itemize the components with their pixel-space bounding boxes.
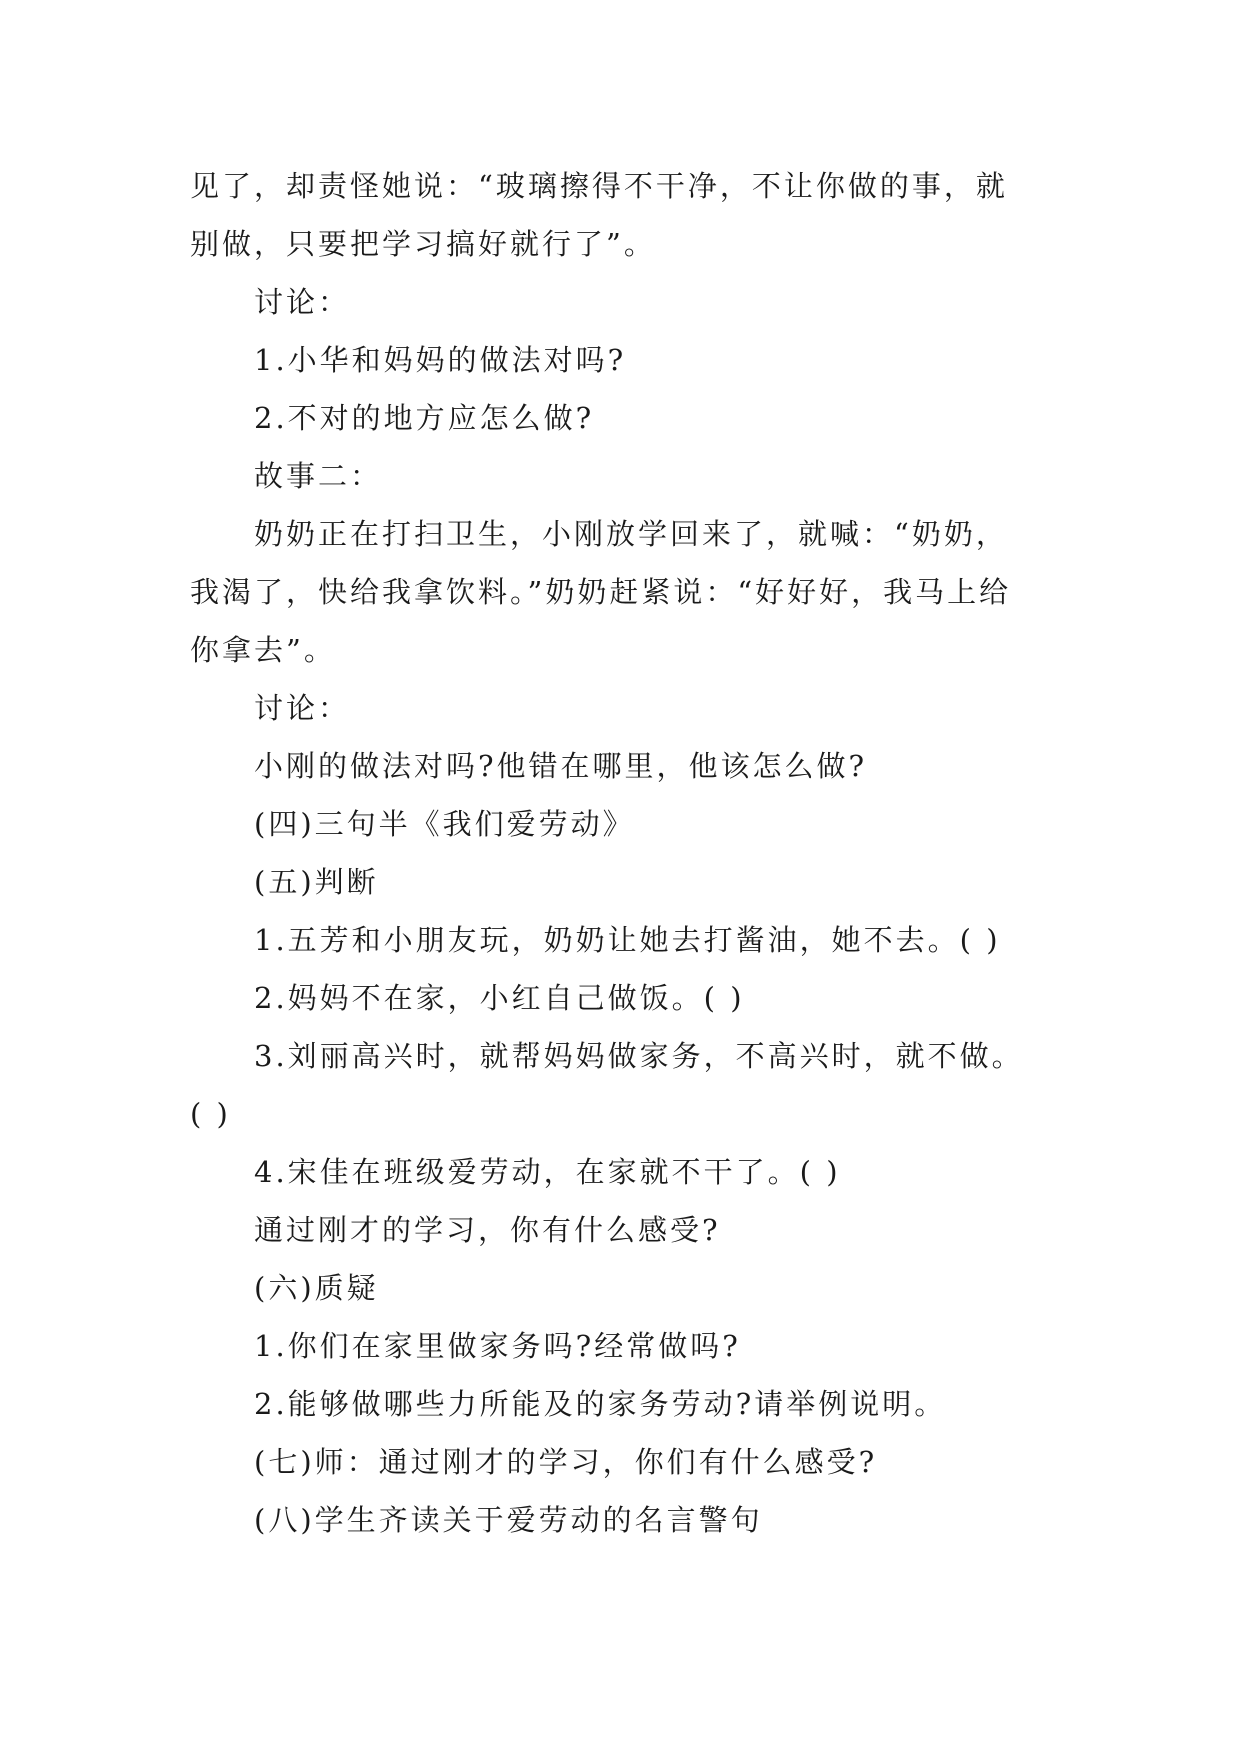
text-line-24: (八)学生齐读关于爱劳动的名言警句 bbox=[254, 1503, 763, 1537]
text-line-14: 1.五芳和小朋友玩，奶奶让她去打酱油，她不去。( ) bbox=[254, 923, 1001, 957]
text-line-2: 别做，只要把学习搞好就行了”。 bbox=[190, 227, 656, 261]
text-line-3: 讨论： bbox=[254, 285, 351, 319]
text-line-22: 2.能够做哪些力所能及的家务劳动?请举例说明。 bbox=[254, 1387, 947, 1421]
text-line-1: 见了，却责怪她说：“玻璃擦得不干净，不让你做的事，就 bbox=[190, 169, 1008, 203]
text-line-17: ( ) bbox=[190, 1097, 231, 1131]
text-line-12: (四)三句半《我们爱劳动》 bbox=[254, 807, 635, 841]
text-line-23: (七)师：通过刚才的学习，你们有什么感受? bbox=[254, 1445, 878, 1479]
text-line-5: 2.不对的地方应怎么做? bbox=[254, 401, 595, 435]
text-line-16: 3.刘丽高兴时，就帮妈妈做家务，不高兴时，就不做。 bbox=[254, 1039, 1024, 1073]
text-line-21: 1.你们在家里做家务吗?经常做吗? bbox=[254, 1329, 741, 1363]
text-line-13: (五)判断 bbox=[254, 865, 379, 899]
text-line-7: 奶奶正在打扫卫生，小刚放学回来了，就喊：“奶奶， bbox=[254, 517, 1008, 551]
text-line-6: 故事二： bbox=[254, 459, 383, 493]
text-line-15: 2.妈妈不在家，小红自己做饭。( ) bbox=[254, 981, 745, 1015]
text-line-20: (六)质疑 bbox=[254, 1271, 379, 1305]
text-line-19: 通过刚才的学习，你有什么感受? bbox=[254, 1213, 721, 1247]
text-line-10: 讨论： bbox=[254, 691, 351, 725]
text-line-8: 我渴了，快给我拿饮料。”奶奶赶紧说：“好好好，我马上给 bbox=[190, 575, 1012, 609]
text-line-11: 小刚的做法对吗?他错在哪里，他该怎么做? bbox=[254, 749, 868, 783]
text-line-4: 1.小华和妈妈的做法对吗? bbox=[254, 343, 627, 377]
text-line-9: 你拿去”。 bbox=[190, 633, 336, 667]
text-line-18: 4.宋佳在班级爱劳动，在家就不干了。( ) bbox=[254, 1155, 841, 1189]
